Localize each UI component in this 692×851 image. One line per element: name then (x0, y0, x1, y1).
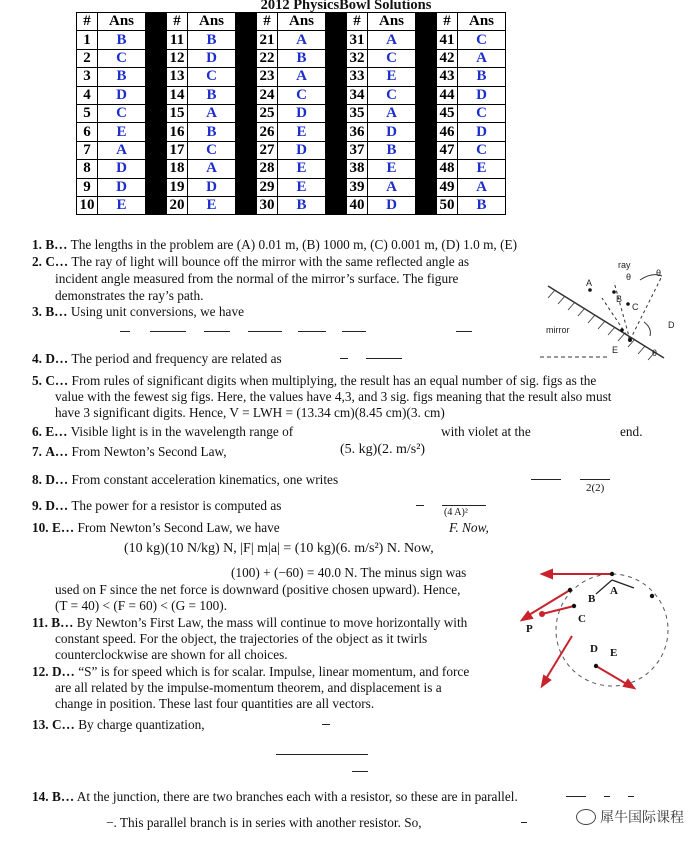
solution-12-line3: change in position. These last four quantities are all vectors. (55, 696, 375, 711)
fraction-bar (276, 754, 368, 755)
answer-letter: C (368, 86, 416, 104)
solution-8: 8. D… From constant acceleration kinematics, one writes (32, 472, 339, 487)
answer-letter: A (368, 178, 416, 196)
question-number: 48 (437, 160, 458, 178)
question-number: 31 (347, 31, 368, 49)
fraction-bar (322, 724, 330, 725)
solution-11-line3: counterclockwise are shown for all choices. (55, 647, 288, 662)
fraction-bar (150, 331, 186, 332)
question-number: 35 (347, 104, 368, 122)
question-number: 9 (77, 178, 98, 196)
answer-letter: B (368, 141, 416, 159)
column-separator (146, 196, 167, 214)
column-separator (146, 104, 167, 122)
answer-letter: A (278, 68, 326, 86)
fraction-bar (521, 822, 527, 823)
question-number: 38 (347, 160, 368, 178)
question-number: 6 (77, 123, 98, 141)
table-row (77, 123, 506, 141)
answer-letter: D (368, 123, 416, 141)
label-D: D (590, 643, 598, 655)
answer-letter: E (368, 68, 416, 86)
answer-letter: B (188, 31, 236, 49)
fraction-bar (628, 796, 634, 797)
solution-5: 5. C… From rules of significant digits when multiplying, the result has an equal number of sig. figs as the (32, 373, 597, 388)
question-number: 10 (77, 196, 98, 214)
table-row (77, 141, 506, 159)
answer-letter: D (278, 104, 326, 122)
table-row (77, 49, 506, 67)
column-separator (236, 160, 257, 178)
solution-6-tail: with violet at the (441, 424, 531, 439)
question-number: 3 (77, 68, 98, 86)
column-separator (416, 13, 437, 31)
solution-11: 11. B… By Newton’s First Law, the mass will continue to move horizontally with (32, 615, 468, 630)
solution-9: 9. D… The power for a resistor is computed as (32, 498, 282, 513)
label-C: C (632, 302, 639, 312)
solution-2-line3: demonstrates the ray’s path. (55, 288, 204, 303)
answer-letter: C (458, 31, 506, 49)
fraction-bar (531, 479, 561, 480)
solution-10: 10. E… From Newton’s Second Law, we have (32, 520, 280, 535)
mirror-reflection-figure (540, 258, 680, 364)
column-separator (236, 196, 257, 214)
fraction-bar (248, 331, 282, 332)
table-row (77, 196, 506, 214)
column-separator (326, 86, 347, 104)
table-row (77, 31, 506, 49)
column-separator (416, 104, 437, 122)
watermark-text: 犀牛国际课程 (600, 810, 684, 826)
question-number: 13 (167, 68, 188, 86)
column-separator (416, 160, 437, 178)
header-number: # (257, 13, 278, 31)
solution-5-line2: value with the fewest sig figs. Here, the values have 4,3, and 3 sig. figs meaning that the result also must (55, 389, 612, 404)
answer-letter: D (98, 178, 146, 196)
column-separator (236, 13, 257, 31)
question-number: 39 (347, 178, 368, 196)
fraction-bar (298, 331, 326, 332)
label-A: A (610, 585, 618, 597)
question-number: 8 (77, 160, 98, 178)
column-separator (146, 86, 167, 104)
label-theta-3: θ (652, 348, 658, 358)
question-number: 45 (437, 104, 458, 122)
answer-letter: E (278, 123, 326, 141)
solution-2: 2. C… The ray of light will bounce off the mirror with the same reflected angle as (32, 254, 470, 269)
fraction-bar (566, 796, 586, 797)
answer-letter: D (188, 178, 236, 196)
column-separator (326, 13, 347, 31)
column-separator (236, 68, 257, 86)
solution-3: 3. B… Using unit conversions, we have (32, 304, 245, 319)
table-row (77, 86, 506, 104)
answer-key-table (76, 12, 506, 215)
label-B: B (616, 294, 623, 304)
header-answer: Ans (98, 13, 146, 31)
answer-letter: C (188, 141, 236, 159)
column-separator (146, 160, 167, 178)
table-row (77, 104, 506, 122)
column-separator (416, 196, 437, 214)
solution-7-equation: (5. kg)(2. m/s²) (340, 442, 426, 457)
answer-letter: E (188, 196, 236, 214)
label-B: B (588, 593, 596, 605)
answer-letter: A (368, 104, 416, 122)
answer-letter: B (188, 123, 236, 141)
fraction-bar (120, 331, 130, 332)
answer-letter: B (278, 49, 326, 67)
question-number: 5 (77, 104, 98, 122)
question-number: 11 (167, 31, 188, 49)
column-separator (236, 141, 257, 159)
question-number: 43 (437, 68, 458, 86)
column-separator (326, 68, 347, 86)
answer-letter: D (188, 49, 236, 67)
column-separator (146, 13, 167, 31)
answer-letter: C (98, 49, 146, 67)
column-separator (236, 31, 257, 49)
column-separator (236, 178, 257, 196)
solution-8-denominator: 2(2) (586, 482, 605, 494)
answer-letter: D (278, 141, 326, 159)
answer-letter: B (458, 196, 506, 214)
question-number: 16 (167, 123, 188, 141)
fraction-bar (342, 331, 366, 332)
question-number: 42 (437, 49, 458, 67)
question-number: 32 (347, 49, 368, 67)
answer-letter: A (278, 31, 326, 49)
question-number: 36 (347, 123, 368, 141)
column-separator (146, 178, 167, 196)
fraction-bar (352, 771, 368, 772)
solution-11-line2: constant speed. For the object, the trajectories of the object as it twirls (55, 631, 428, 646)
question-number: 40 (347, 196, 368, 214)
answer-letter: A (188, 160, 236, 178)
fraction-bar (366, 358, 402, 359)
label-theta-1: θ (626, 272, 632, 282)
question-number: 4 (77, 86, 98, 104)
question-number: 19 (167, 178, 188, 196)
circular-motion-figure (512, 560, 682, 700)
label-P: P (526, 623, 533, 635)
column-separator (236, 104, 257, 122)
column-separator (326, 196, 347, 214)
fraction-bar (204, 331, 230, 332)
column-separator (416, 86, 437, 104)
answer-letter: B (278, 196, 326, 214)
column-separator (146, 31, 167, 49)
question-number: 34 (347, 86, 368, 104)
column-separator (416, 49, 437, 67)
answer-letter: A (98, 141, 146, 159)
solution-10-equation: (10 kg)(10 N/kg) N, |F| m|a| = (10 kg)(6. m/s²) N. Now, (124, 541, 434, 556)
solution-1: 1. B… The lengths in the problem are (A) 0.01 m, (B) 1000 m, (C) 0.001 m, (D) 1.0 m, (E) (32, 237, 518, 252)
fraction-bar (416, 505, 424, 506)
column-separator (326, 31, 347, 49)
answer-letter: A (368, 31, 416, 49)
answer-letter: B (458, 68, 506, 86)
question-number: 49 (437, 178, 458, 196)
label-E: E (610, 647, 618, 659)
column-separator (416, 31, 437, 49)
column-separator (416, 123, 437, 141)
header-answer: Ans (278, 13, 326, 31)
answer-letter: E (458, 160, 506, 178)
question-number: 1 (77, 31, 98, 49)
column-separator (326, 49, 347, 67)
column-separator (146, 123, 167, 141)
answer-letter: C (458, 141, 506, 159)
column-separator (146, 141, 167, 159)
answer-letter: E (98, 123, 146, 141)
solution-10-line4: used on F since the net force is downward (positive chosen upward). Hence, (55, 582, 461, 597)
question-number: 20 (167, 196, 188, 214)
column-separator (236, 86, 257, 104)
answer-letter: C (278, 86, 326, 104)
table-row (77, 178, 506, 196)
question-number: 30 (257, 196, 278, 214)
label-C: C (578, 613, 586, 625)
solution-6: 6. E… Visible light is in the wavelength range of (32, 424, 294, 439)
column-separator (416, 68, 437, 86)
solution-5-line3: have 3 significant digits. Hence, V = LWH = (13.34 cm)(8.45 cm)(3. cm) (55, 405, 445, 420)
question-number: 7 (77, 141, 98, 159)
question-number: 26 (257, 123, 278, 141)
header-answer: Ans (458, 13, 506, 31)
question-number: 18 (167, 160, 188, 178)
question-number: 24 (257, 86, 278, 104)
solution-12: 12. D… “S” is for speed which is for scalar. Impulse, linear momentum, and force (32, 664, 470, 679)
solution-2-line2: incident angle measured from the normal of the mirror’s surface. The figure (55, 271, 459, 286)
column-separator (326, 104, 347, 122)
answer-letter: B (98, 68, 146, 86)
answer-letter: B (98, 31, 146, 49)
header-number: # (77, 13, 98, 31)
question-number: 21 (257, 31, 278, 49)
label-E: E (612, 345, 619, 355)
question-number: 17 (167, 141, 188, 159)
fraction-bar (604, 796, 610, 797)
incidence-point (628, 338, 632, 342)
question-number: 46 (437, 123, 458, 141)
answer-letter: E (98, 196, 146, 214)
question-number: 47 (437, 141, 458, 159)
column-separator (236, 123, 257, 141)
question-number: 22 (257, 49, 278, 67)
answer-letter: C (458, 104, 506, 122)
solution-10-line3: (100) + (−60) = 40.0 N. The minus sign was (231, 565, 467, 580)
question-number: 29 (257, 178, 278, 196)
solution-6-tail2: end. (620, 424, 643, 439)
column-separator (326, 141, 347, 159)
question-number: 50 (437, 196, 458, 214)
fraction-bar (456, 331, 472, 332)
question-number: 41 (437, 31, 458, 49)
label-ray: ray (618, 260, 631, 270)
answer-letter: E (278, 160, 326, 178)
table-row (77, 68, 506, 86)
header-answer: Ans (368, 13, 416, 31)
column-separator (146, 49, 167, 67)
solution-9-denominator: (4 A)² (444, 507, 468, 518)
column-separator (236, 49, 257, 67)
question-number: 23 (257, 68, 278, 86)
wechat-icon (576, 809, 596, 825)
header-answer: Ans (188, 13, 236, 31)
solution-10-line5: (T = 40) < (F = 60) < (G = 100). (55, 598, 228, 613)
answer-letter: C (98, 104, 146, 122)
question-number: 25 (257, 104, 278, 122)
answer-letter: E (278, 178, 326, 196)
solution-14: 14. B… At the junction, there are two branches each with a resistor, so these are in parallel. (32, 789, 518, 804)
question-number: 33 (347, 68, 368, 86)
fraction-bar (580, 479, 610, 480)
answer-letter: A (458, 178, 506, 196)
answer-letter: D (98, 86, 146, 104)
watermark (576, 807, 684, 827)
header-number: # (437, 13, 458, 31)
table-row (77, 160, 506, 178)
question-number: 28 (257, 160, 278, 178)
answer-letter: D (98, 160, 146, 178)
fraction-bar (442, 505, 486, 506)
question-number: 14 (167, 86, 188, 104)
answer-letter: C (188, 68, 236, 86)
column-separator (326, 178, 347, 196)
solution-4: 4. D… The period and frequency are related as (32, 351, 282, 366)
answer-letter: A (458, 49, 506, 67)
answer-letter: D (458, 123, 506, 141)
answer-letter: E (368, 160, 416, 178)
question-number: 37 (347, 141, 368, 159)
label-mirror: mirror (546, 325, 570, 335)
question-number: 27 (257, 141, 278, 159)
question-number: 44 (437, 86, 458, 104)
answer-letter: B (188, 86, 236, 104)
answer-letter: D (458, 86, 506, 104)
answer-letter: D (368, 196, 416, 214)
answer-letter: A (188, 104, 236, 122)
question-number: 15 (167, 104, 188, 122)
answer-letter: C (368, 49, 416, 67)
solution-10-tail: F. Now, (449, 520, 489, 535)
column-separator (146, 68, 167, 86)
question-number: 2 (77, 49, 98, 67)
solution-14-line2: −. This parallel branch is in series with another resistor. So, (106, 815, 422, 830)
solution-7: 7. A… From Newton’s Second Law, (32, 444, 227, 459)
label-A: A (586, 278, 593, 288)
page-title: 2012 PhysicsBowl Solutions (260, 0, 432, 13)
label-D: D (668, 320, 675, 330)
header-number: # (347, 13, 368, 31)
solution-13: 13. C… By charge quantization, (32, 717, 205, 732)
solution-12-line2: are all related by the impulse-momentum theorem, and displacement is a (55, 680, 442, 695)
column-separator (326, 160, 347, 178)
fraction-bar (340, 358, 348, 359)
column-separator (416, 141, 437, 159)
question-number: 12 (167, 49, 188, 67)
column-separator (416, 178, 437, 196)
label-theta-2: θ (656, 268, 662, 278)
header-number: # (167, 13, 188, 31)
column-separator (326, 123, 347, 141)
